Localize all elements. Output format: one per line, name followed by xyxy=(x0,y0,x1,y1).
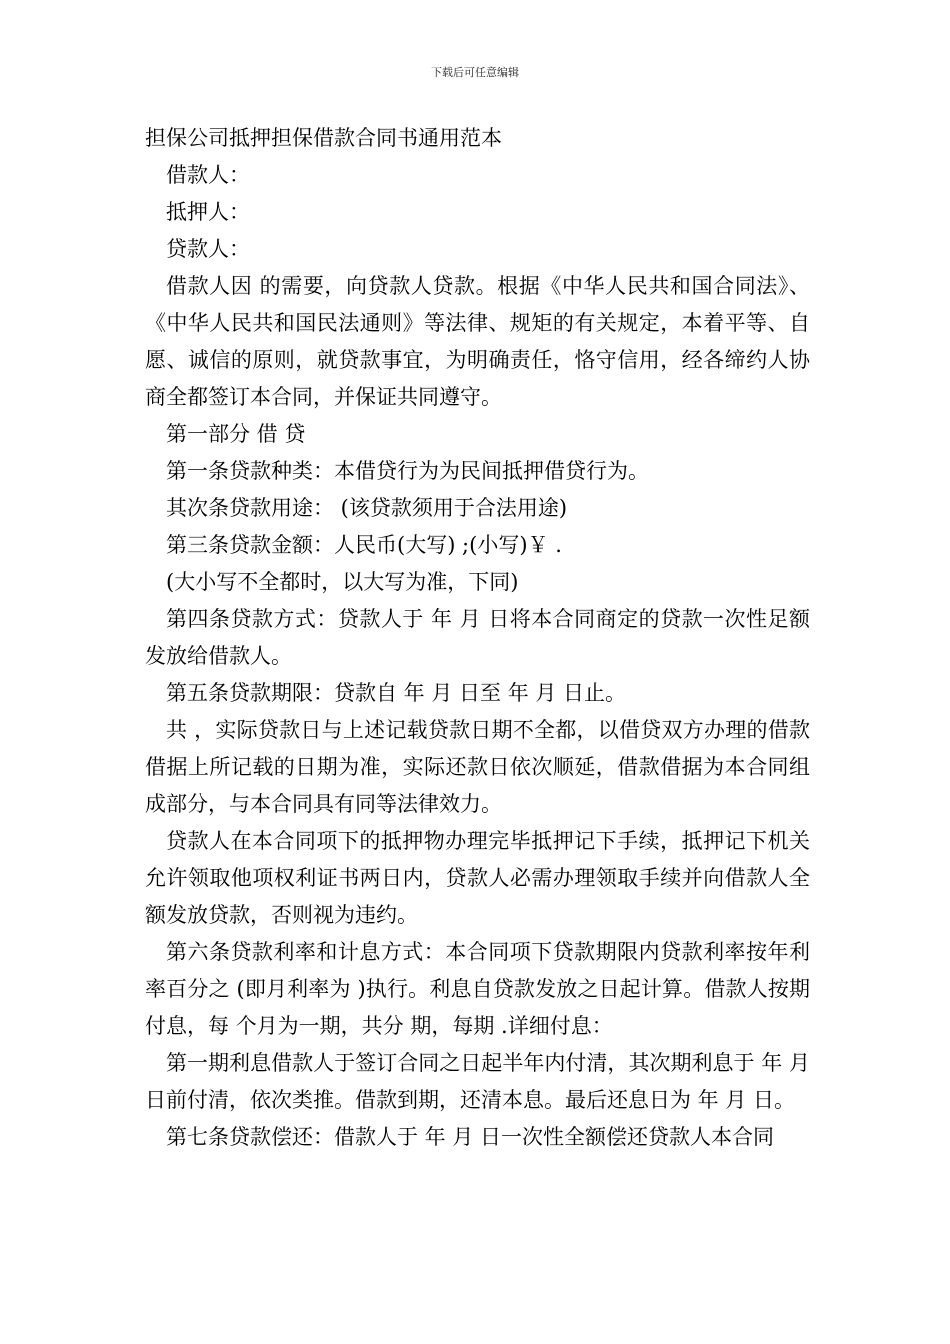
paragraph-preamble: 借款人因 的需要，向贷款人贷款。根据《中华人民共和国合同法》、《中华人民共和国民法通则》等法律、规矩的有关规定，本着平等、自愿、诚信的原则，就贷款事宜，为明确责任，恪守信用，经各缔约人协商全都签订本合同，并保证共同遵守。 xyxy=(145,274,810,409)
document-body xyxy=(145,120,810,1156)
paragraph-article-2: 其次条贷款用途： (该贷款须用于合法用途) xyxy=(166,496,568,520)
paragraph-article-1: 第一条贷款种类：本借贷行为为民间抵押借贷行为。 xyxy=(166,459,649,483)
paragraph-article-3-note: (大小写不全都时，以大写为准，下同) xyxy=(166,570,519,594)
paragraph-article-3: 第三条贷款金额：人民币(大写) ;(小写)￥ . xyxy=(166,533,562,557)
section-heading-part-one: 第一部分 借 贷 xyxy=(166,422,306,446)
paragraph-lender: 贷款人： xyxy=(166,237,250,261)
paragraph-mortgagor: 抵押人： xyxy=(166,200,250,224)
page-header: 下载后可任意编辑 xyxy=(431,66,519,79)
paragraph-article-5-detail: 共 ，实际贷款日与上述记载贷款日期不全都，以借贷双方办理的借款借据上所记载的日期为准，实际还款日依次顺延，借款借据为本合同组成部分，与本合同具有同等法律效力。 xyxy=(145,718,810,816)
paragraph-interest-schedule: 第一期利息借款人于签订合同之日起半年内付清，其次期利息于 年 月 日前付清，依次类推。借款到期，还清本息。最后还息日为 年 月 日。 xyxy=(145,1051,810,1112)
paragraph-article-7: 第七条贷款偿还：借款人于 年 月 日一次性全额偿还贷款人本合同 xyxy=(166,1125,775,1149)
paragraph-article-4: 第四条贷款方式：贷款人于 年 月 日将本合同商定的贷款一次性足额发放给借款人。 xyxy=(145,607,810,668)
paragraph-article-5: 第五条贷款期限：贷款自 年 月 日至 年 月 日止。 xyxy=(166,681,627,705)
paragraph-disbursement: 贷款人在本合同项下的抵押物办理完毕抵押记下手续，抵押记下机关允许领取他项权利证书两日内，贷款人必需办理领取手续并向借款人全额发放贷款，否则视为违约。 xyxy=(145,829,810,927)
paragraph-borrower: 借款人： xyxy=(166,163,250,187)
document-title: 担保公司抵押担保借款合同书通用范本 xyxy=(145,126,502,150)
paragraph-article-6: 第六条贷款利率和计息方式：本合同项下贷款期限内贷款利率按年利率百分之 (即月利率为 )执行。利息自贷款发放之日起计算。借款人按期付息，每 个月为一期，共分 期，每期 .详细付息： xyxy=(145,940,810,1038)
